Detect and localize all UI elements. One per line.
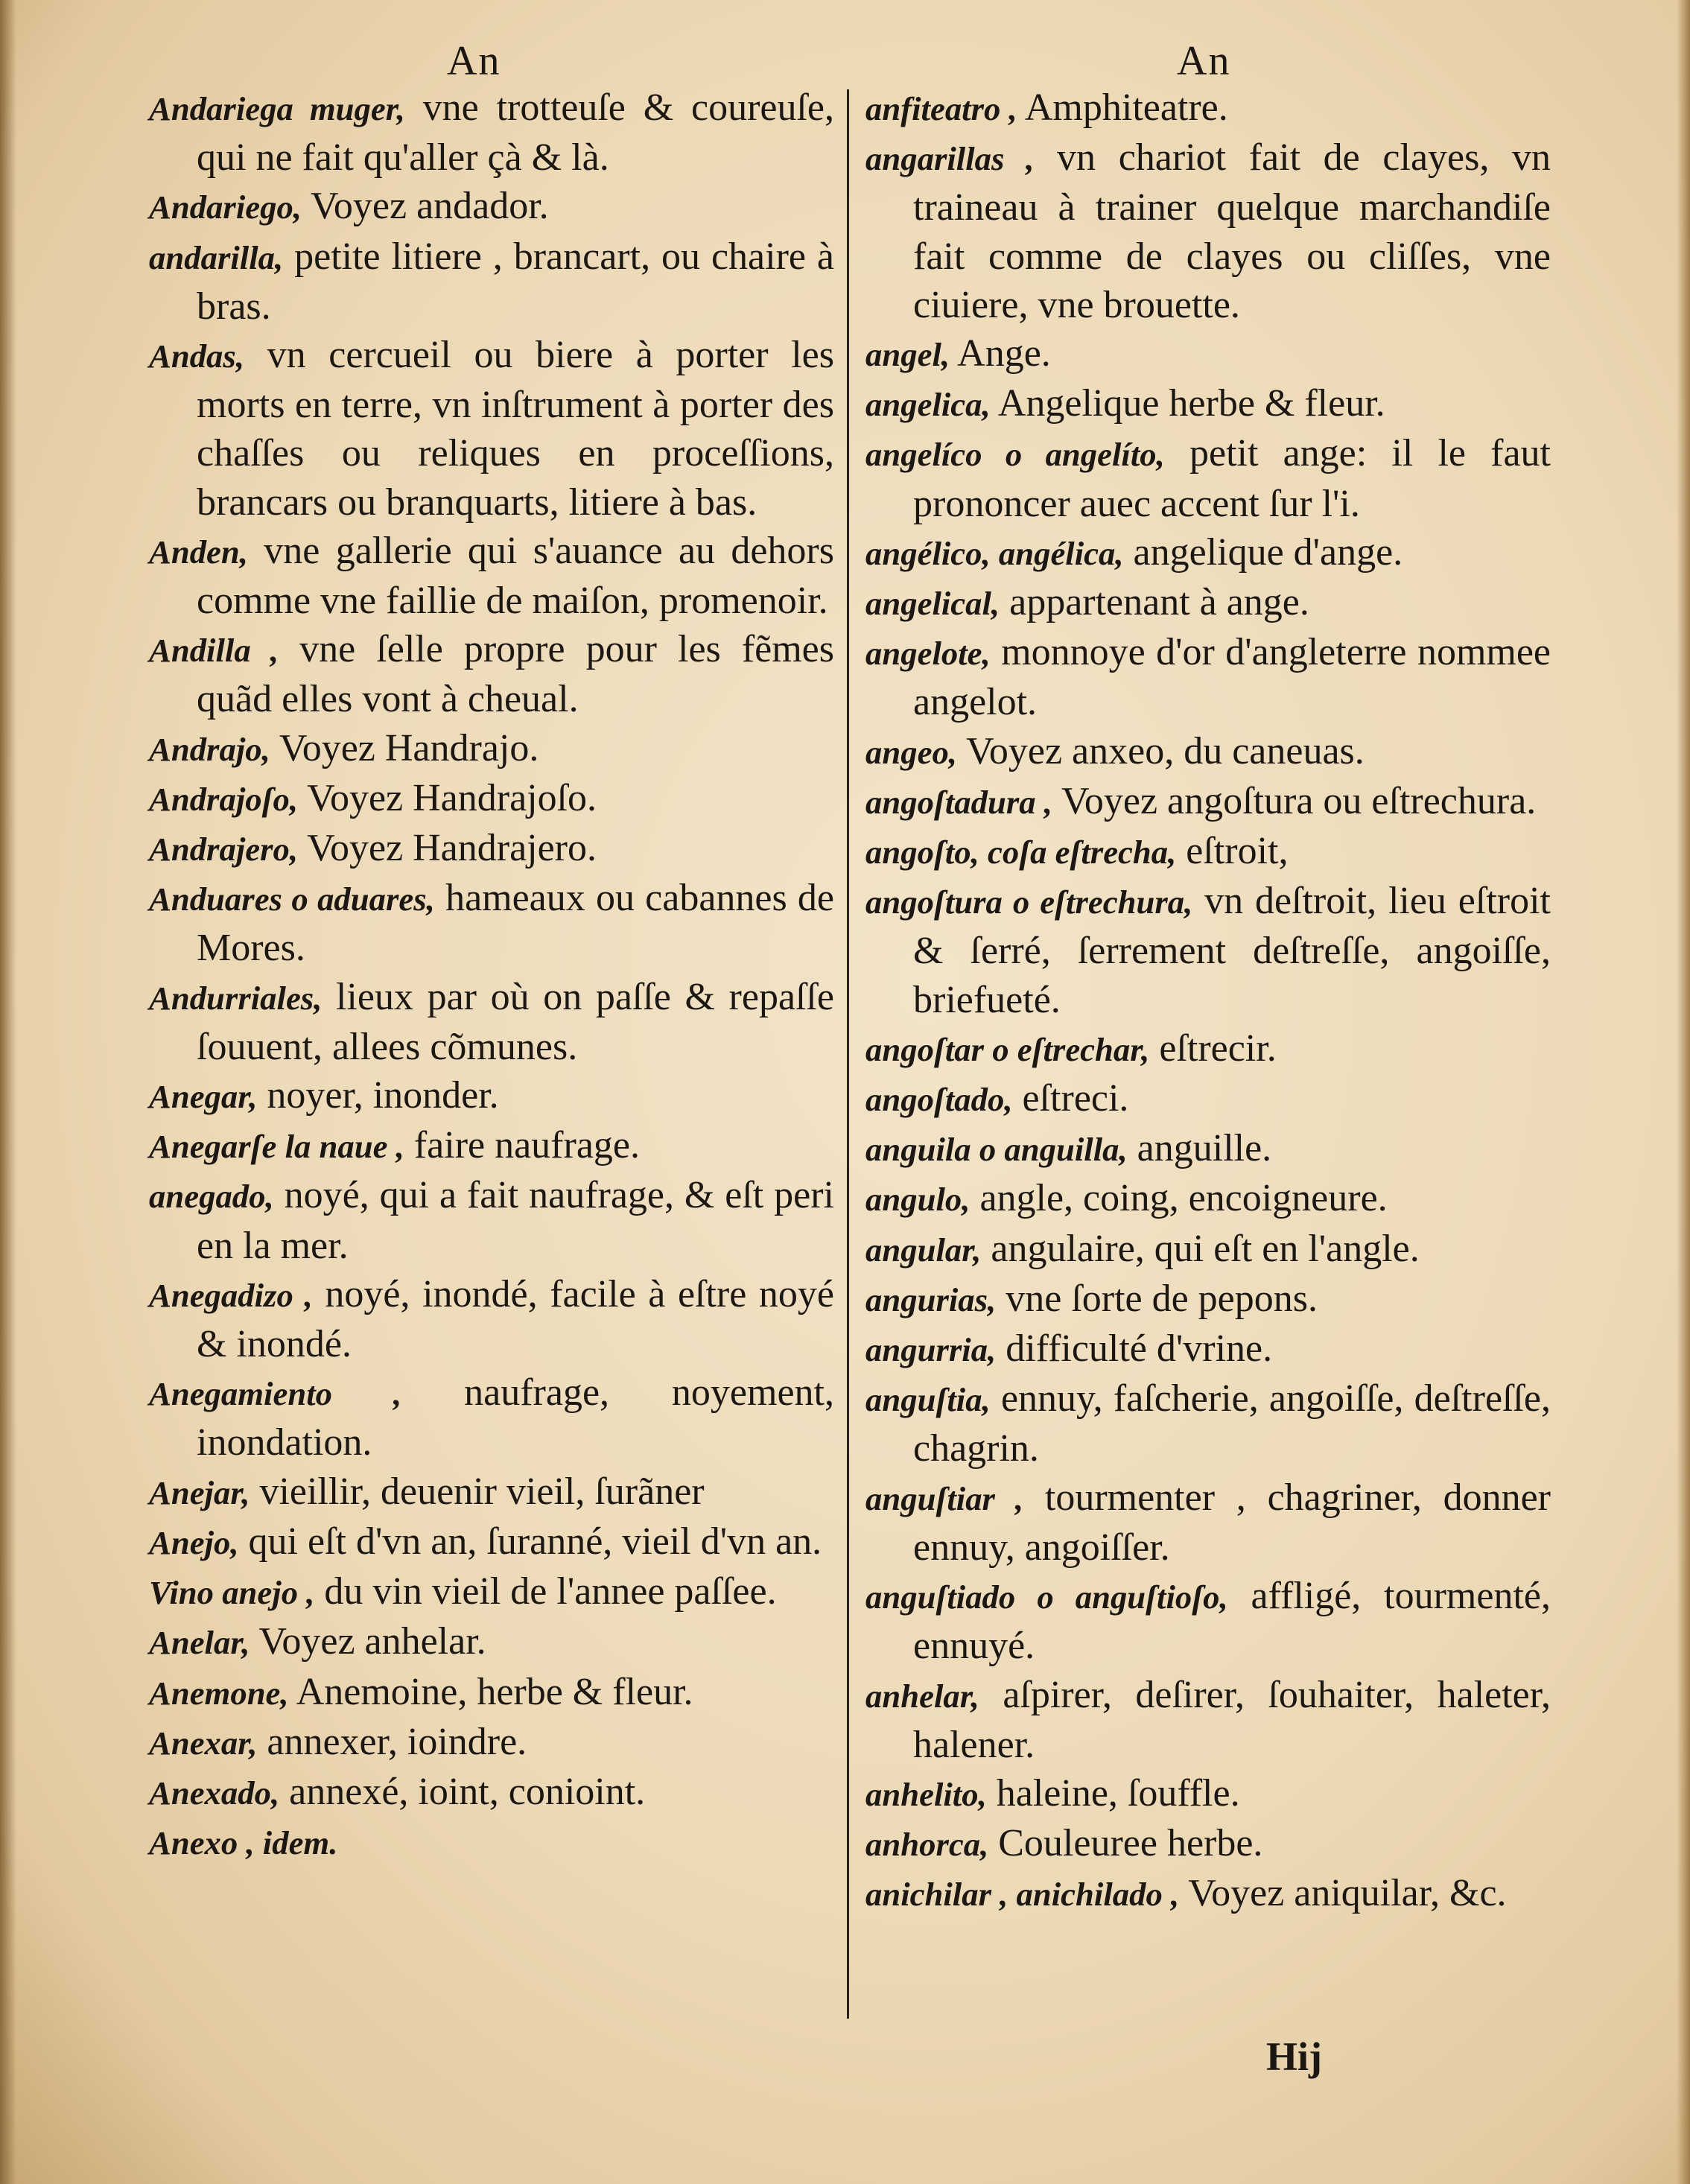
entry-headword: Anelar,: [149, 1624, 250, 1662]
entry-definition: Anemoine, herbe & fleur.: [288, 1670, 693, 1713]
entry-headword: angoſtura o eſtrechura,: [865, 883, 1193, 921]
page-edge-right: [1677, 0, 1690, 2184]
entry-definition: petit ange: il le faut prononcer auec accent ſur l'i.: [913, 432, 1551, 525]
dictionary-entry: [865, 777, 1551, 827]
entry-headword: angoſto, coſa eſtrecha,: [865, 834, 1177, 872]
entry-headword: Vino anejo ,: [149, 1574, 315, 1612]
entry-definition: faire naufrage.: [404, 1124, 640, 1167]
dictionary-entry: [149, 1617, 834, 1667]
dictionary-entry: [149, 874, 834, 972]
entry-definition: naufrage, noyement, inondation.: [197, 1371, 834, 1464]
entry-definition: monnoye d'or d'angleterre nommee angelot.: [913, 631, 1551, 724]
entry-headword: Anegarſe la naue ,: [149, 1128, 404, 1166]
dictionary-entry: [865, 379, 1551, 429]
entry-headword: angoſtado,: [865, 1081, 1013, 1119]
entry-headword: Anegar,: [149, 1078, 258, 1116]
page-edge-left: [0, 0, 16, 2184]
dictionary-entry: [865, 1024, 1551, 1074]
dictionary-entry: [149, 824, 834, 874]
dictionary-entry: [149, 1270, 834, 1368]
dictionary-entry: [149, 1718, 834, 1768]
entry-headword: anguſtia,: [865, 1381, 991, 1419]
dictionary-entry: [865, 1819, 1551, 1869]
entry-definition: annexer, ioindre.: [257, 1720, 527, 1763]
entry-definition: vne ſorte de pepons.: [996, 1277, 1318, 1320]
entry-definition: vn cercueil ou biere à porter les morts en terre, vn inſtrument à porter des chaſſes ou reliques en proceſſions, brancars ou branquarts, litiere à bas.: [197, 334, 834, 524]
dictionary-entry: [149, 1668, 834, 1718]
entry-headword: angoſtadura ,: [865, 783, 1052, 821]
entry-headword: Anexado,: [149, 1774, 280, 1812]
entry-definition: anguille.: [1127, 1127, 1272, 1170]
entry-headword: angelote,: [865, 635, 991, 673]
entry-definition: tourmenter , chagriner, donner ennuy, angoiſſer.: [913, 1476, 1551, 1569]
dictionary-entry: [149, 331, 834, 527]
entry-definition: appartenant à ange.: [1000, 581, 1309, 624]
dictionary-entry: [149, 1818, 834, 1867]
entry-headword: Andurriales,: [149, 979, 323, 1017]
right-column: [865, 83, 1551, 1920]
entry-headword: Anegadizo ,: [149, 1276, 313, 1314]
entry-definition: angulaire, qui eſt en l'angle.: [981, 1227, 1420, 1270]
entry-definition: annexé, ioint, conioint.: [279, 1770, 646, 1813]
entry-headword: angeo,: [865, 733, 957, 771]
entry-headword: Andrajo,: [149, 730, 270, 768]
dictionary-entry: [865, 133, 1551, 329]
dictionary-entry: [865, 1769, 1551, 1819]
entry-headword: Andariego,: [149, 188, 302, 226]
entry-definition: hameaux ou cabannes de Mores.: [197, 877, 834, 970]
entry-headword: Andas,: [149, 337, 244, 375]
entry-definition: affligé, tourmenté, ennuyé.: [913, 1575, 1551, 1668]
dictionary-entry: [865, 827, 1551, 877]
entry-definition: haleine, ſouffle.: [986, 1771, 1240, 1815]
column-rule: [847, 89, 849, 2019]
entry-definition: Couleuree herbe.: [988, 1822, 1263, 1865]
entry-definition: difficulté d'vrine.: [996, 1327, 1273, 1371]
entry-headword: Andilla ,: [149, 632, 279, 670]
entry-definition: noyé, inondé, facile à eſtre noyé & inondé.: [197, 1272, 835, 1366]
entry-headword: Anexo , idem.: [149, 1824, 338, 1862]
entry-definition: eſtrecir.: [1149, 1026, 1277, 1070]
entry-headword: angular,: [865, 1231, 982, 1269]
entry-definition: Voyez andador.: [302, 185, 549, 228]
entry-headword: andarilla,: [149, 238, 284, 276]
entry-headword: Anden,: [149, 533, 248, 571]
dictionary-entry: [149, 527, 834, 625]
entry-definition: vne gallerie qui s'auance au dehors comme vne faillie de maiſon, promenoir.: [197, 529, 834, 623]
entry-headword: anfiteatro ,: [865, 90, 1017, 127]
running-head-right: An: [1177, 38, 1231, 84]
dictionary-entry: [865, 83, 1551, 133]
dictionary-entry: [865, 1225, 1551, 1274]
running-head-left: An: [447, 38, 501, 84]
entry-definition: vieillir, deuenir vieil, ſurãner: [250, 1470, 705, 1513]
entry-definition: Voyez anxeo, du caneuas.: [956, 729, 1365, 772]
dictionary-entry: [865, 329, 1551, 379]
dictionary-entry: [865, 1572, 1551, 1670]
entry-definition: petite litiere , brancart, ou chaire à bras.: [197, 235, 834, 328]
entry-definition: eſtroit,: [1176, 830, 1289, 873]
dictionary-entry: [149, 1467, 834, 1517]
entry-headword: angelica,: [865, 386, 991, 424]
entry-definition: vne ſelle propre pour les fẽmes quãd elles vont à cheual.: [197, 628, 834, 721]
dictionary-entry: [149, 232, 834, 331]
signature-mark: Hij: [1266, 2034, 1322, 2079]
entry-headword: Andrajero,: [149, 831, 299, 869]
dictionary-entry: [865, 628, 1551, 726]
entry-headword: angurias,: [865, 1280, 997, 1318]
dictionary-entry: [865, 429, 1551, 527]
dictionary-entry: [149, 1171, 834, 1269]
dictionary-entry: [865, 1274, 1551, 1324]
dictionary-entry: [149, 724, 834, 774]
dictionary-entry: [149, 182, 834, 232]
entry-definition: Ange.: [950, 332, 1051, 375]
dictionary-entry: [149, 774, 834, 824]
entry-headword: anguſtiar ,: [865, 1479, 1024, 1517]
entry-headword: Anexar,: [149, 1724, 258, 1762]
dictionary-entry: [865, 1671, 1551, 1769]
entry-headword: anhelito,: [865, 1775, 987, 1813]
dictionary-entry: [149, 973, 834, 1071]
entry-headword: angurria,: [865, 1331, 997, 1369]
dictionary-entry: [149, 625, 834, 723]
entry-definition: Voyez Handrajero.: [298, 827, 597, 870]
left-column: [149, 83, 834, 1867]
entry-definition: lieux par où on paſſe & repaſſe ſouuent, allees cõmunes.: [197, 975, 834, 1068]
entry-headword: angarillas ,: [865, 140, 1035, 178]
entry-headword: Anduares o aduares,: [149, 880, 435, 918]
entry-definition: eſtreci.: [1012, 1077, 1129, 1120]
entry-definition: vn chariot fait de clayes, vn traineau à trainer quelque marchandiſe fait comme de clayes ou cliſſes, vne ciuiere, vne brouette.: [913, 136, 1551, 326]
entry-headword: Anejo,: [149, 1523, 239, 1561]
dictionary-entry: [865, 1324, 1551, 1374]
dictionary-entry: [149, 1071, 834, 1121]
entry-definition: qui eſt d'vn an, ſuranné, vieil d'vn an.: [238, 1520, 822, 1563]
entry-headword: anegado,: [149, 1178, 274, 1216]
entry-headword: Andariega muger,: [149, 90, 405, 127]
entry-definition: noyer, inonder.: [257, 1074, 499, 1117]
entry-headword: anhelar,: [865, 1677, 979, 1715]
entry-headword: angulo,: [865, 1181, 971, 1219]
entry-definition: ennuy, faſcherie, angoiſſe, deſtreſſe, chagrin.: [913, 1377, 1551, 1470]
entry-definition: angle, coing, encoigneure.: [970, 1177, 1388, 1220]
entry-headword: Anemone,: [149, 1674, 289, 1712]
dictionary-entry: [149, 1121, 834, 1171]
entry-definition: Voyez angoſtura ou eſtrechura.: [1052, 779, 1537, 822]
entry-headword: angel,: [865, 336, 950, 374]
entry-headword: anguila o anguilla,: [865, 1131, 1128, 1169]
dictionary-entry: [865, 1374, 1551, 1473]
dictionary-entry: [865, 877, 1551, 1024]
entry-headword: anhorca,: [865, 1826, 989, 1864]
dictionary-entry: [865, 1473, 1551, 1572]
entry-definition: Amphiteatre.: [1017, 86, 1228, 129]
dictionary-entry: [149, 1368, 834, 1467]
dictionary-entry: [149, 83, 834, 182]
dictionary-entry: [865, 1074, 1551, 1124]
entry-headword: angelíco o angelíto,: [865, 436, 1165, 474]
dictionary-entry: [865, 528, 1551, 578]
entry-definition: Angelique herbe & fleur.: [990, 382, 1385, 425]
entry-definition: vne trotteuſe & coureuſe, qui ne fait qu'aller çà & là.: [197, 86, 835, 180]
entry-definition: angelique d'ange.: [1123, 530, 1403, 574]
dictionary-entry: [865, 578, 1551, 628]
dictionary-entry: [149, 1567, 834, 1617]
entry-definition: noyé, qui a fait naufrage, & eſt peri en la mer.: [197, 1174, 834, 1267]
dictionary-entry: [865, 727, 1551, 777]
entry-headword: Andrajoſo,: [149, 780, 299, 818]
entry-definition: aſpirer, deſirer, ſouhaiter, haleter, halener.: [913, 1673, 1551, 1766]
entry-headword: anichilar , anichilado ,: [865, 1876, 1180, 1914]
dictionary-entry: [865, 1174, 1551, 1224]
entry-definition: Voyez Handrajo.: [270, 726, 539, 769]
entry-definition: Voyez Handrajoſo.: [298, 776, 597, 819]
entry-definition: Voyez aniquilar, &c.: [1179, 1872, 1507, 1915]
entry-definition: du vin vieil de l'annee paſſee.: [314, 1570, 777, 1613]
entry-definition: Voyez anhelar.: [250, 1620, 486, 1663]
entry-headword: Anejar,: [149, 1473, 250, 1511]
dictionary-entry: [865, 1124, 1551, 1174]
entry-definition: vn deſtroit, lieu eſtroit & ſerré, ſerrement deſtreſſe, angoiſſe, briefueté.: [913, 880, 1551, 1021]
entry-headword: anguſtiado o anguſtioſo,: [865, 1578, 1228, 1616]
entry-headword: angelical,: [865, 585, 1000, 623]
dictionary-entry: [865, 1869, 1551, 1919]
entry-headword: angoſtar o eſtrechar,: [865, 1030, 1150, 1068]
entry-headword: angélico, angélica,: [865, 534, 1124, 572]
dictionary-entry: [149, 1768, 834, 1818]
dictionary-entry: [149, 1517, 834, 1567]
entry-headword: Anegamiento ,: [149, 1375, 402, 1413]
